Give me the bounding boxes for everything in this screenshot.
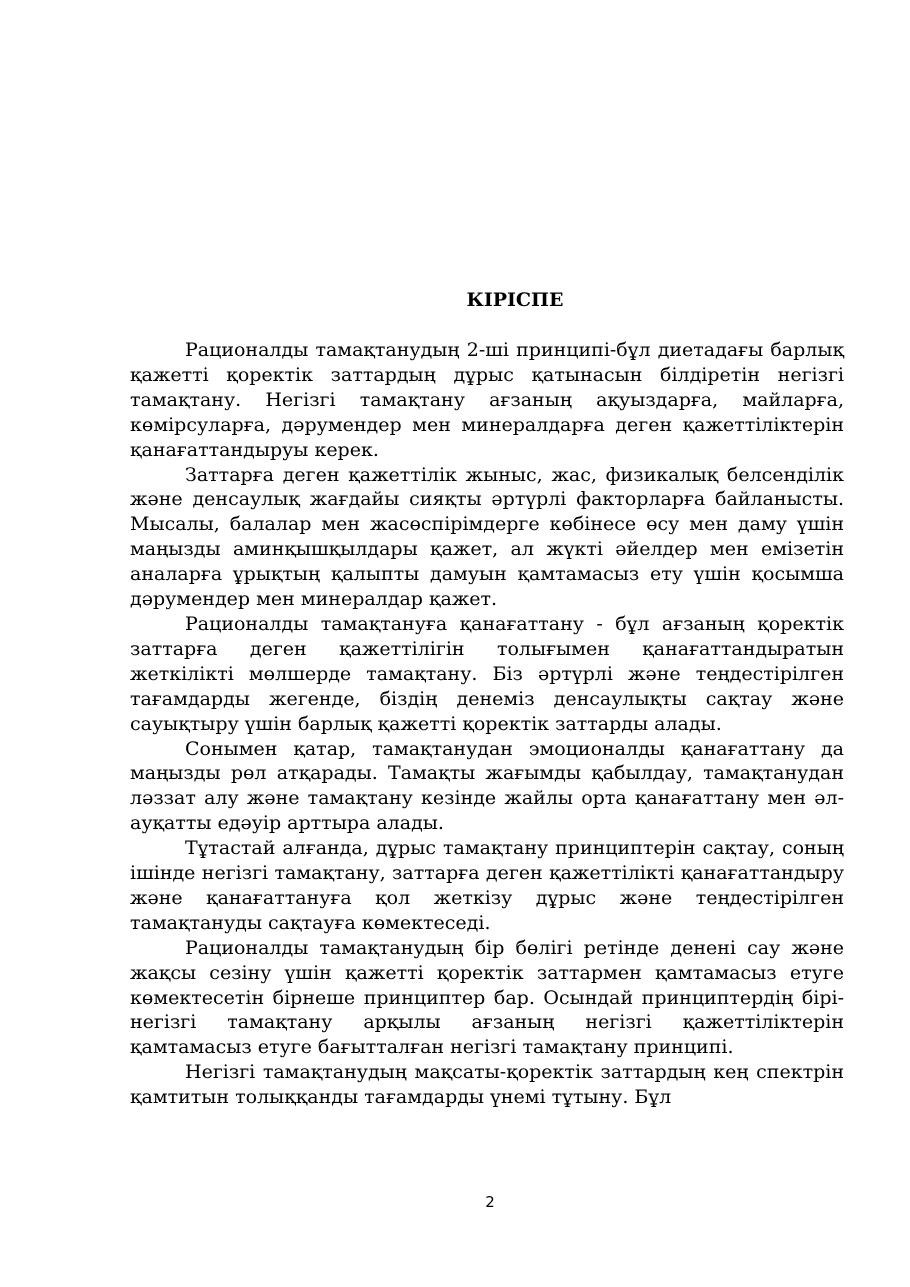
paragraph: Сонымен қатар, тамақтанудан эмоционалды қанағаттану да маңызды рөл атқарады. Тамақты жағымды қабылдау, тамақтанудан ләззат алу және тамақтану кезінде жайлы орта қанағаттану мен әл-ауқатты едәуір арттыра алады. (130, 737, 844, 835)
paragraph: Рационалды тамақтанудың бір бөлігі ретінде денені сау және жақсы сезіну үшін қажетті қоректік заттармен қамтамасыз етуге көмектесетін бірнеше принциптер бар. Осындай принциптердің бірі-негізгі тамақтану арқылы ағзаның негізгі қажеттіліктерін қамтамасыз етуге бағытталған негізгі тамақтану принципі. (130, 936, 844, 1059)
paragraph: Тұтастай алғанда, дұрыс тамақтану принциптерін сақтау, соның ішінде негізгі тамақтану, заттарға деген қажеттілікті қанағаттандыру және қанағаттануға қол жеткізу дұрыс және теңдестірілген тамақтануды сақтауға көмектеседі. (130, 837, 844, 934)
page-number: 2 (485, 1193, 495, 1211)
paragraph: Заттарға деген қажеттілік жыныс, жас, физикалық белсенділік және денсаулық жағдайы сияқты әртүрлі факторларға байланысты. Мысалы, балалар мен жасөспірімдерге көбінесе өсу мен даму үшін маңызды аминқышқылдары қажет, ал жүкті әйелдер мен емізетін аналарға ұрықтың қалыпты дамуын қамтамасыз ету үшін қосымша дәрумендер мен минералдар қажет. (130, 463, 844, 611)
body-text (130, 338, 844, 1110)
paragraph: Рационалды тамақтануға қанағаттану - бұл ағзаның қоректік заттарға деген қажеттілігін толығымен қанағаттандыратын жеткілікті мөлшерде тамақтану. Біз әртүрлі және теңдестірілген тағамдарды жегенде, біздің денеміз денсаулықты сақтау және сауықтыру үшін барлық қажетті қоректік заттарды алады. (130, 612, 844, 735)
paragraph: Рационалды тамақтанудың 2-ші принципі-бұл диетадағы барлық қажетті қоректік заттардың дұрыс қатынасын білдіретін негізгі тамақтану. Негізгі тамақтану ағзаның ақуыздарға, майларға, көмірсуларға, дәрумендер мен минералдарға деген қажеттіліктерін қанағаттандыруы керек. (130, 339, 844, 461)
section-heading: КІРІСПЕ (466, 289, 564, 311)
paragraph: Негізгі тамақтанудың мақсаты-қоректік заттардың кең спектрін қамтитын толыққанды тағамдарды үнемі тұтыну. Бұл (130, 1061, 844, 1109)
